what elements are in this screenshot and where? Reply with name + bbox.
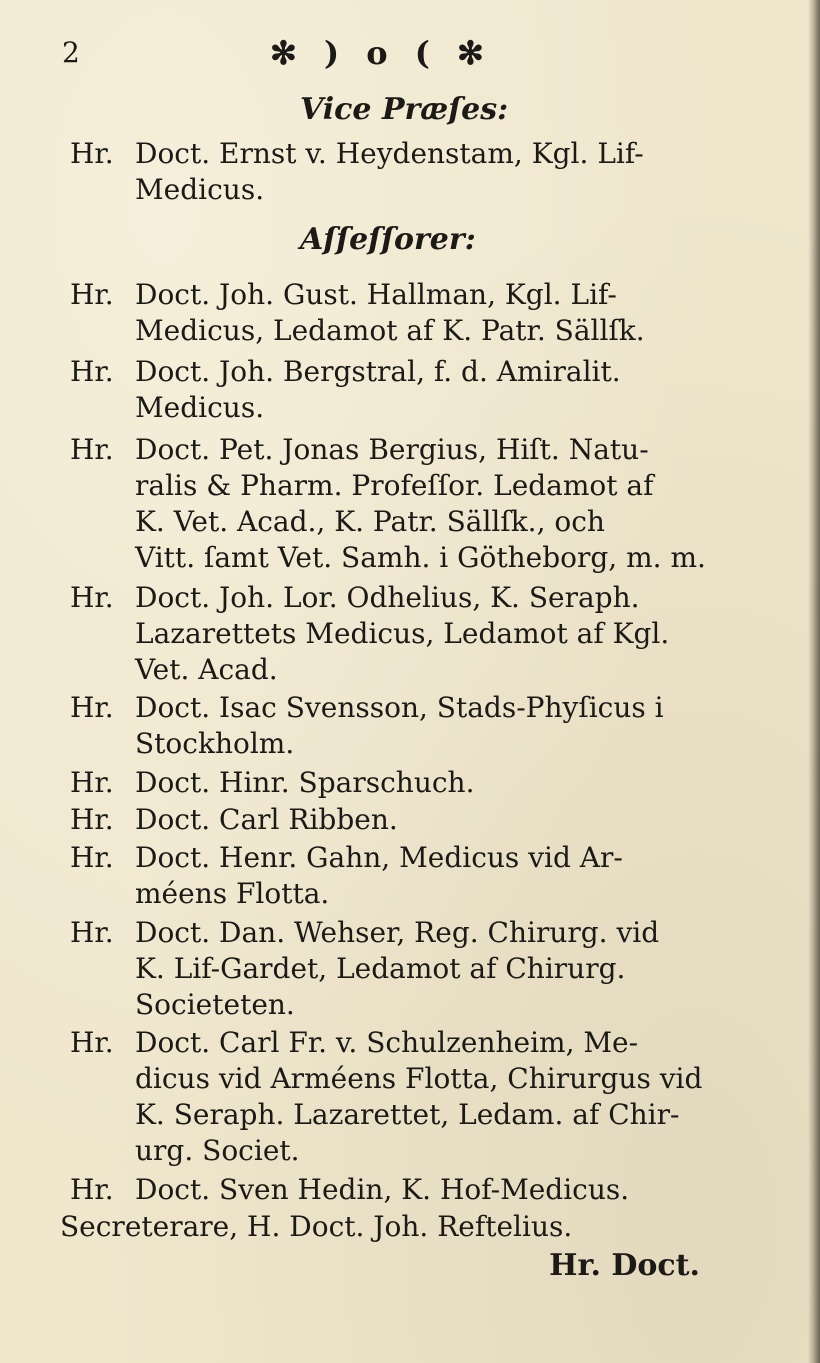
entry-line: Lazarettets Medicus, Ledamot af Kgl. bbox=[135, 617, 670, 650]
page-header bbox=[0, 30, 820, 80]
assessor-entry: Hr. Doct. Carl Ribben. bbox=[70, 803, 398, 836]
entry-line: Doct. Sven Hedin, K. Hof-Medicus. bbox=[135, 1173, 630, 1206]
assessor-entry: Hr. Doct. Joh. Gust. Hallman, Kgl. Lif- Medicus, Ledamot af K. Patr. Sällſk. bbox=[70, 277, 770, 349]
assessor-entry: Hr. Doct. Joh. Bergstral, f. d. Amiralit. Medicus. bbox=[70, 354, 770, 426]
entry-line: Doct. Joh. Gust. Hallman, Kgl. Lif- bbox=[135, 278, 617, 311]
entry-line: Medicus. bbox=[135, 391, 265, 424]
entry-line: Vet. Acad. bbox=[135, 653, 278, 686]
entry-line: Doct. Joh. Lor. Odhelius, K. Seraph. bbox=[135, 581, 640, 614]
assessor-entry: Hr. Doct. Dan. Wehser, Reg. Chirurg. vid K. Lif-Gardet, Ledamot af Chirurg. Societeten. bbox=[70, 915, 770, 1023]
entry-line: K. Lif-Gardet, Ledamot af Chirurg. bbox=[135, 952, 626, 985]
entry-line: Doct. Dan. Wehser, Reg. Chirurg. vid bbox=[135, 916, 660, 949]
vice-praeses-entry: Hr. Doct. Ernst v. Heydenstam, Kgl. Lif- Medicus. bbox=[70, 136, 770, 208]
page-edge-shadow bbox=[808, 0, 820, 1363]
header-ornament: ✻ ) o ( ✻ bbox=[270, 34, 492, 72]
assessor-entry: Hr. Doct. Joh. Lor. Odhelius, K. Seraph. Lazarettets Medicus, Ledamot af Kgl. Vet. Acad. bbox=[70, 580, 770, 688]
assessor-entry: Hr. Doct. Carl Fr. v. Schulzenheim, Me- dicus vid Arméens Flotta, Chirurgus vid K. Seraph. Lazarettet, Ledam. af Chir- urg. Societ. bbox=[70, 1025, 770, 1169]
entry-line: Doct. Ernst v. Heydenstam, Kgl. Lif- bbox=[135, 137, 644, 170]
assessor-entry: Hr. Doct. Pet. Jonas Bergius, Hiſt. Natu- ralis & Pharm. Profeſſor. Ledamot af K. Vet. Acad., K. Patr. Sällſk., och Vitt. ſamt Vet. Samh. i Götheborg, m. m. bbox=[70, 432, 770, 576]
entry-line: dicus vid Arméens Flotta, Chirurgus vid bbox=[135, 1062, 703, 1095]
secretary-line: Secreterare, H. Doct. Joh. Reftelius. bbox=[60, 1210, 573, 1243]
assessores-heading: Aſſeſſorer: bbox=[300, 222, 476, 257]
entry-line: Doct. Hinr. Sparschuch. bbox=[135, 766, 475, 799]
entry-line: Doct. Pet. Jonas Bergius, Hiſt. Natu- bbox=[135, 433, 649, 466]
entry-line: urg. Societ. bbox=[135, 1134, 300, 1167]
catchword: Hr. Doct. bbox=[549, 1248, 700, 1283]
entry-line: méens Flotta. bbox=[135, 877, 330, 910]
entry-line: Stockholm. bbox=[135, 727, 295, 760]
entry-line: Doct. Carl Fr. v. Schulzenheim, Me- bbox=[135, 1026, 639, 1059]
entry-line: Doct. Carl Ribben. bbox=[135, 803, 398, 836]
entry-line: Societeten. bbox=[135, 988, 295, 1021]
entry-line: K. Seraph. Lazarettet, Ledam. af Chir- bbox=[135, 1098, 680, 1131]
entry-line: Vitt. ſamt Vet. Samh. i Götheborg, m. m. bbox=[135, 541, 706, 574]
page-number: 2 bbox=[62, 36, 80, 69]
entry-line: Doct. Henr. Gahn, Medicus vid Ar- bbox=[135, 841, 623, 874]
assessor-entry: Hr. Doct. Sven Hedin, K. Hof-Medicus. bbox=[70, 1173, 630, 1206]
entry-line: Medicus, Ledamot af K. Patr. Sällſk. bbox=[135, 314, 645, 347]
vice-praeses-heading: Vice Præſes: bbox=[300, 92, 509, 127]
entry-line: K. Vet. Acad., K. Patr. Sällſk., och bbox=[135, 505, 605, 538]
assessor-entry: Hr. Doct. Henr. Gahn, Medicus vid Ar- méens Flotta. bbox=[70, 840, 770, 912]
assessor-entry: Hr. Doct. Isac Svensson, Stads-Phyſicus i Stockholm. bbox=[70, 690, 770, 762]
entry-line: Doct. Joh. Bergstral, f. d. Amiralit. bbox=[135, 355, 621, 388]
entry-line: Doct. Isac Svensson, Stads-Phyſicus i bbox=[135, 691, 664, 724]
entry-line: ralis & Pharm. Profeſſor. Ledamot af bbox=[135, 469, 654, 502]
entry-line: Medicus. bbox=[135, 173, 265, 206]
assessor-entry: Hr. Doct. Hinr. Sparschuch. bbox=[70, 766, 475, 799]
